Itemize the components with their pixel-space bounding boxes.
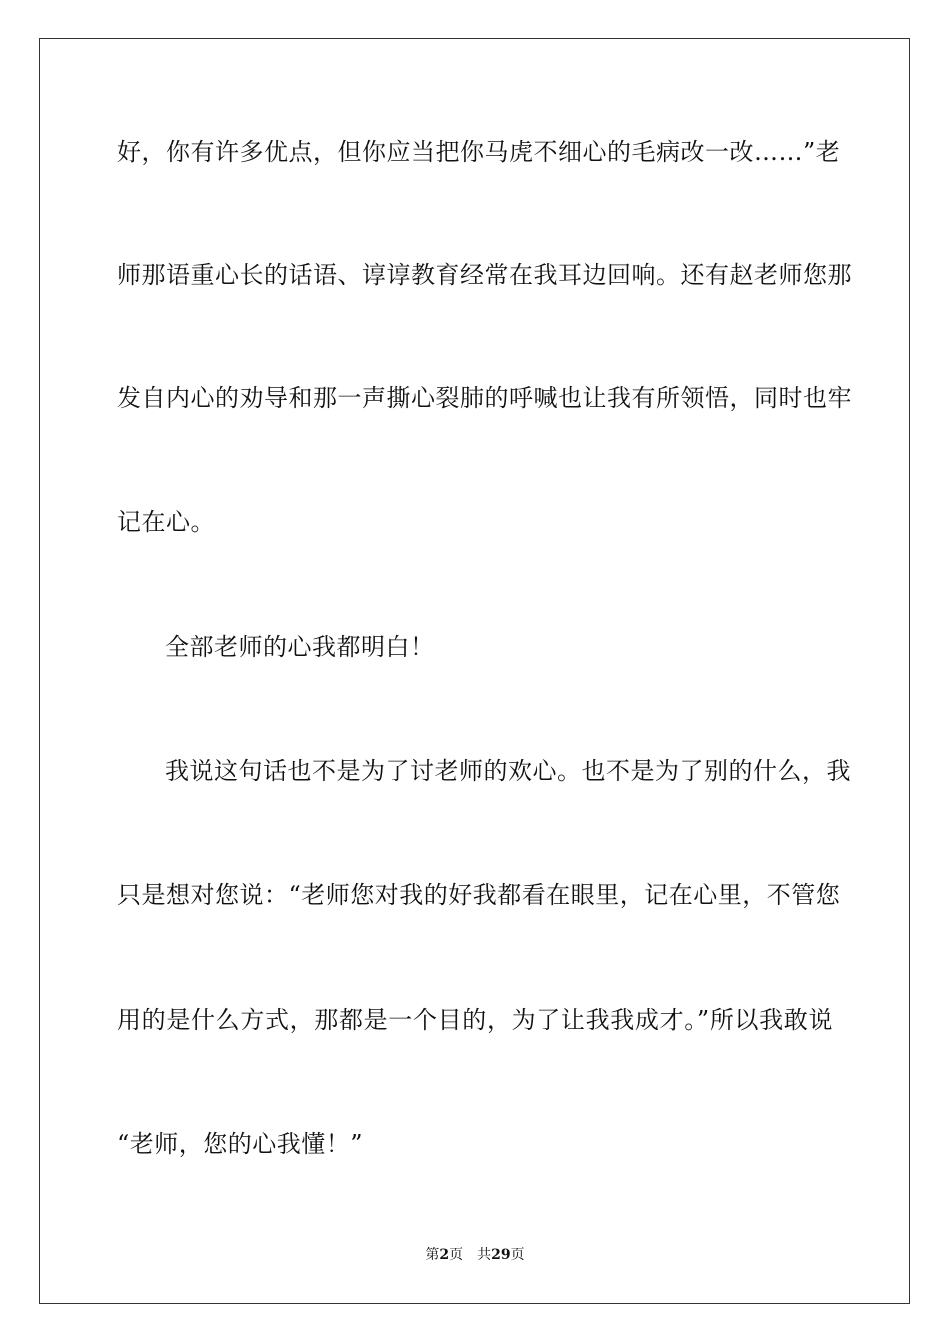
body-text-line-9: “老师，您的心我懂！” — [117, 1130, 364, 1158]
body-text-line-3: 发自内心的劝导和那一声撕心裂肺的呼喊也让我有所领悟，同时也牢 — [117, 384, 852, 412]
body-text-line-8: 用的是什么方式，那都是一个目的，为了让我我成才。”所以我敢说 — [117, 1006, 833, 1034]
page-number: 2 — [439, 1247, 450, 1263]
page-border — [39, 38, 910, 1304]
body-text-line-4: 记在心。 — [117, 508, 215, 536]
body-text-line-5: 全部老师的心我都明白！ — [165, 633, 435, 661]
body-text-line-1: 好，你有许多优点，但你应当把你马虎不细心的毛病改一改……”老 — [117, 138, 841, 166]
total-prefix: 共 — [477, 1247, 492, 1263]
page-suffix: 页 — [449, 1247, 464, 1263]
page-footer — [0, 1246, 950, 1264]
body-text-line-7: 只是想对您说：“老师您对我的好我都看在眼里，记在心里，不管您 — [117, 881, 841, 909]
body-text-line-6: 我说这句话也不是为了讨老师的欢心。也不是为了别的什么，我 — [165, 757, 851, 785]
total-pages: 29 — [491, 1247, 511, 1263]
total-suffix: 页 — [510, 1247, 525, 1263]
page-prefix: 第 — [425, 1247, 440, 1263]
body-text-line-2: 师那语重心长的话语、谆谆教育经常在我耳边回响。还有赵老师您那 — [117, 261, 852, 289]
